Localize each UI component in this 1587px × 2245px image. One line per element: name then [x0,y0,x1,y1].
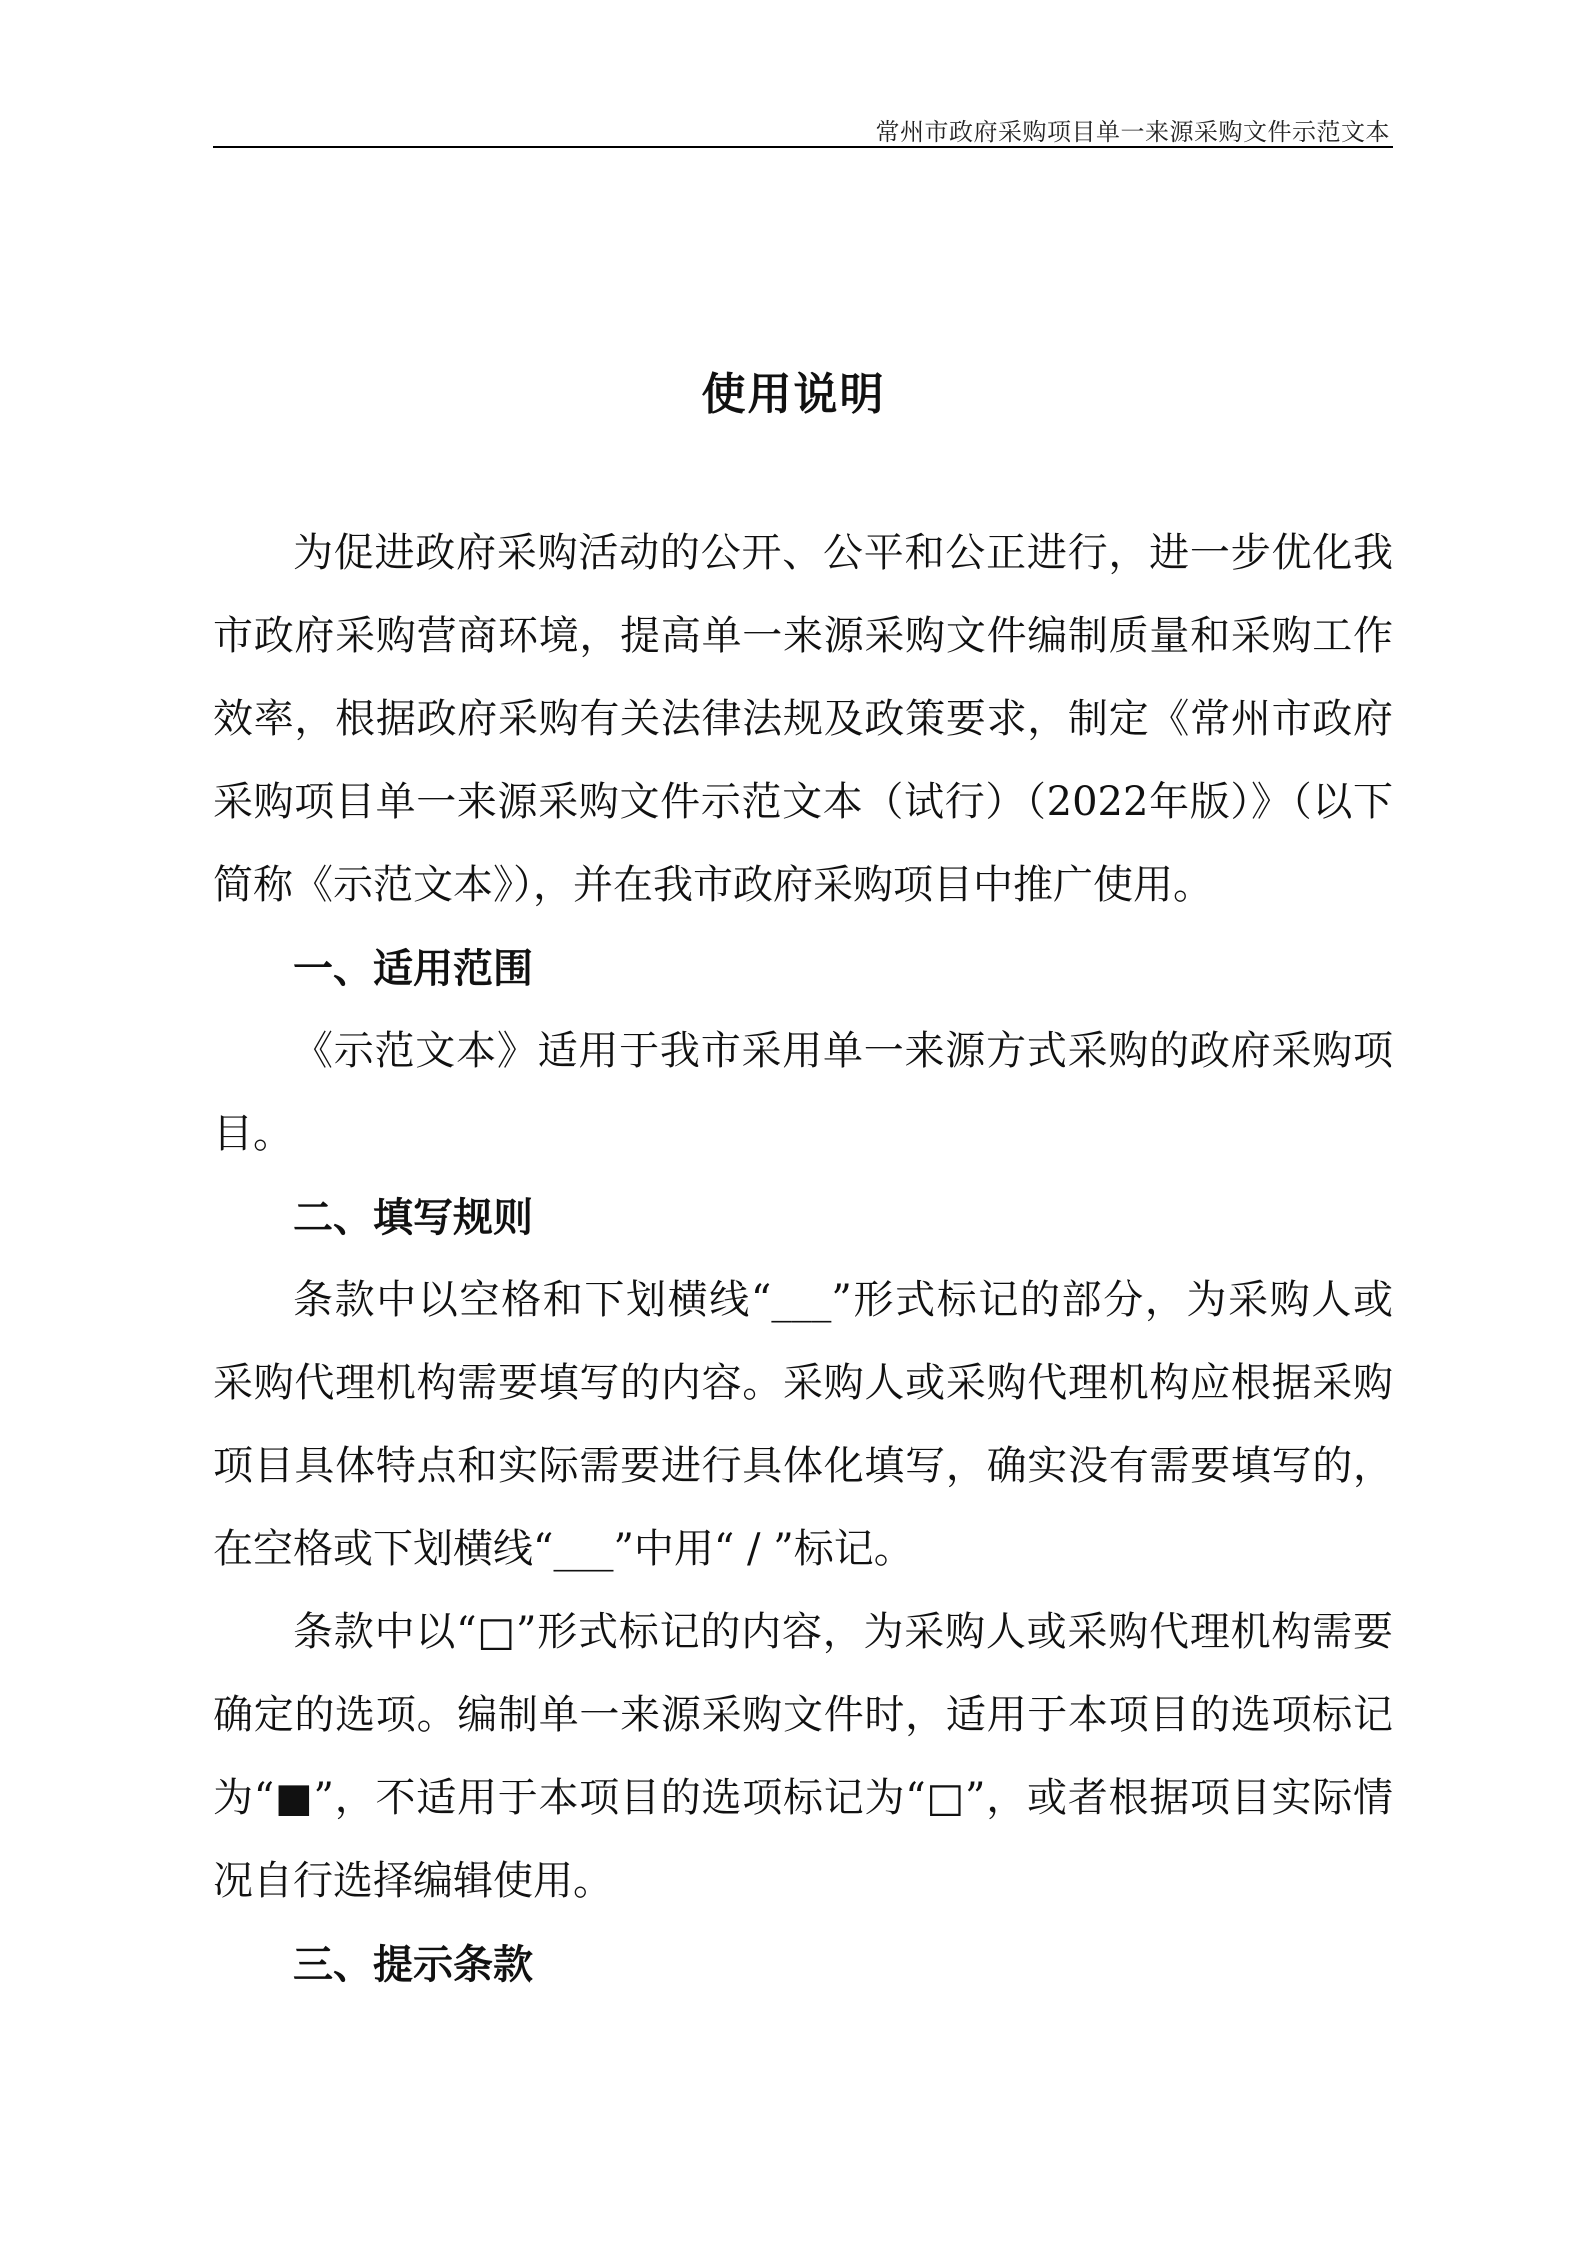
running-header: 常州市政府采购项目单一来源采购文件示范文本 [875,118,1390,146]
section-heading-prompt-clauses: 三、提示条款 [293,1941,533,1988]
filling-rules-paragraph-2: 条款中以“□”形式标记的内容，为采购人或采购代理机构需要确定的选项。编制单一来源采购文件时，适用于本项目的选项标记为“■”，不适用于本项目的选项标记为“□”，或者根据项目实际情况自行选择编辑使用。 [213,1609,1393,1904]
scope-paragraph: 《示范文本》适用于我市采用单一来源方式采购的政府采购项目。 [213,1028,1393,1157]
header-divider [213,146,1393,148]
document-body [213,512,1393,2006]
section-heading-scope: 一、适用范围 [293,945,533,992]
section-heading-filling-rules: 二、填写规则 [293,1194,533,1241]
filling-rules-paragraph-1: 条款中以空格和下划横线“___”形式标记的部分，为采购人或采购代理机构需要填写的内容。采购人或采购代理机构应根据采购项目具体特点和实际需要进行具体化填写，确实没有需要填写的，在空格或下划横线“___”中用“ / ”标记。 [213,1277,1393,1572]
intro-paragraph: 为促进政府采购活动的公开、公平和公正进行，进一步优化我市政府采购营商环境，提高单一来源采购文件编制质量和采购工作效率，根据政府采购有关法律法规及政策要求，制定《常州市政府采购项目单一来源采购文件示范文本（试行）（2022年版）》（以下简称《示范文本》），并在我市政府采购项目中推广使用。 [213,530,1393,908]
page-title: 使用说明 [701,369,886,420]
